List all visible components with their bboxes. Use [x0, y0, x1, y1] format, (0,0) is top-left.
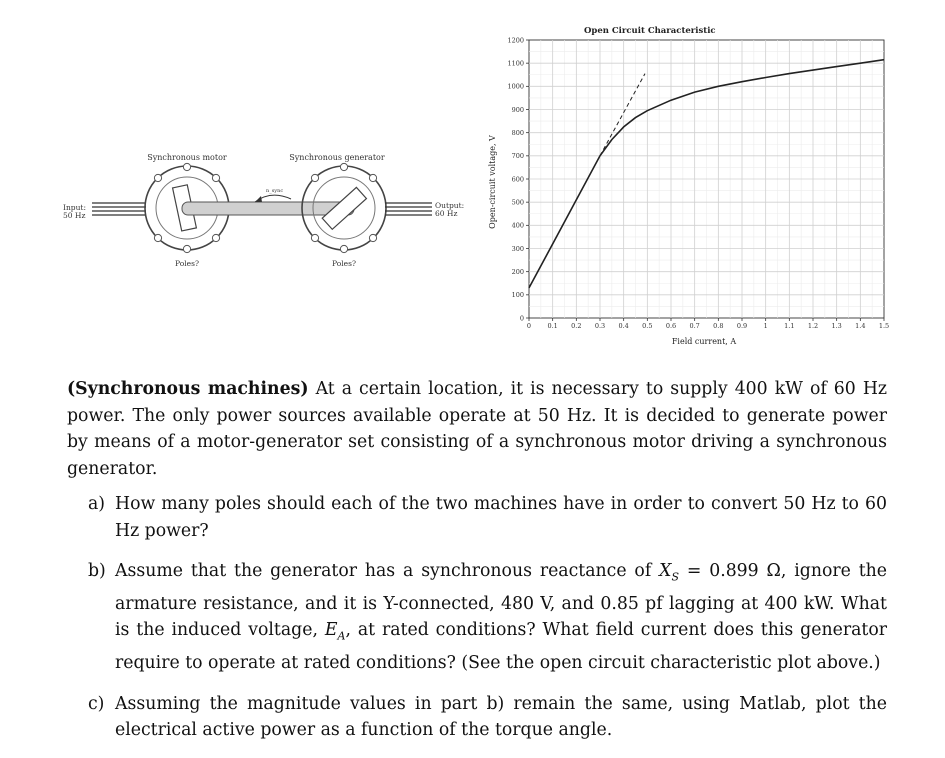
part-b: [67, 558, 887, 677]
y-tick-label: 700: [511, 152, 524, 161]
x-tick-label: 0.6: [665, 322, 677, 330]
part-b-text-1: Assume that the generator has a synchronous reactance of: [115, 561, 652, 581]
x-tick-label: 0.3: [594, 322, 606, 330]
problem-parts: [67, 491, 887, 744]
output-label: Output:: [435, 201, 465, 210]
x-tick-label: 0.5: [642, 322, 653, 330]
y-tick-label: 900: [511, 105, 524, 114]
y-tick-label: 100: [511, 291, 524, 300]
x-tick-label: 1: [763, 322, 768, 330]
speed-label: n_sync: [266, 188, 284, 194]
y-tick-label: 400: [511, 221, 524, 230]
part-b-label: b): [88, 561, 106, 581]
part-a-label: a): [88, 494, 106, 514]
problem-statement: [67, 376, 887, 758]
x-tick-label: 1.3: [831, 322, 842, 330]
motor-label: Synchronous motor: [147, 153, 227, 162]
motor-poles-label: Poles?: [175, 259, 199, 268]
reactance-symbol: X: [659, 561, 672, 581]
x-axis-label: Field current, A: [671, 337, 737, 346]
x-tick-label: 1.1: [784, 322, 795, 330]
y-tick-label: 600: [511, 175, 524, 184]
problem-intro-text: At a certain location, it is necessary to supply 400 kW of 60 Hz power. The only power sources available operate at 50 Hz. It is decided to generate power by means of a motor-generator set consisting of a synchronous motor driving a synchronous generator.: [67, 379, 887, 479]
part-a: [67, 491, 887, 544]
part-b-text-2: ignore the armature resistance, and it is Y-connected, 480 V, and 0.85 pf lagging at 400 kW. What is the induced voltage,: [115, 561, 888, 641]
y-tick-label: 1200: [507, 36, 524, 45]
x-tick-label: 0.9: [736, 322, 748, 330]
x-tick-label: 0: [526, 322, 532, 330]
output-lines: [385, 203, 432, 215]
x-tick-label: 0.7: [689, 322, 700, 330]
output-frequency: 60 Hz: [435, 209, 458, 218]
part-c: [67, 691, 887, 744]
induced-voltage-subscript: A: [337, 629, 346, 643]
x-tick-label: 1.5: [878, 322, 890, 330]
y-tick-label: 200: [511, 267, 524, 276]
x-tick-label: 1.4: [855, 322, 866, 330]
chart-title: Open Circuit Characteristic: [584, 26, 716, 36]
input-frequency: 50 Hz: [63, 211, 86, 220]
x-tick-label: 0.8: [713, 322, 724, 330]
part-b-text-3: , at rated conditions? What field current does this generator require to operate at rated conditions? (See the open circuit characteristic plot above.): [115, 620, 887, 674]
generator-label: Synchronous generator: [289, 153, 385, 162]
y-tick-label: 1000: [507, 82, 524, 91]
x-tick-label: 0.2: [571, 322, 582, 330]
generator-poles-label: Poles?: [332, 259, 356, 268]
x-tick-label: 0.4: [618, 322, 629, 330]
problem-intro: [67, 376, 887, 482]
input-label: Input:: [63, 203, 86, 212]
chart-grid: [529, 40, 884, 318]
reactance-value: = 0.899 Ω,: [686, 561, 787, 581]
x-tick-label: 1.2: [807, 322, 819, 330]
y-tick-label: 1100: [507, 59, 524, 68]
y-axis-label: Open-circuit voltage, V: [488, 135, 497, 229]
part-c-label: c): [88, 693, 105, 714]
y-tick-label: 0: [519, 314, 524, 323]
y-tick-label: 500: [511, 198, 524, 207]
y-tick-label: 800: [511, 128, 524, 137]
reactance-subscript: S: [671, 570, 679, 584]
induced-voltage-symbol: E: [324, 620, 338, 641]
problem-heading: (Synchronous machines): [67, 379, 309, 399]
y-tick-label: 300: [511, 244, 524, 253]
input-lines: [92, 203, 146, 215]
x-tick-label: 0.1: [547, 322, 558, 330]
occ-chart: [484, 22, 894, 352]
motor-generator-figure: [62, 140, 482, 275]
part-a-text: How many poles should each of the two machines have in order to convert 50 Hz to 60 Hz power?: [115, 494, 887, 541]
part-c-text: Assuming the magnitude values in part b) remain the same, using Matlab, plot the electrical active power as a function of the torque angle.: [115, 693, 887, 741]
